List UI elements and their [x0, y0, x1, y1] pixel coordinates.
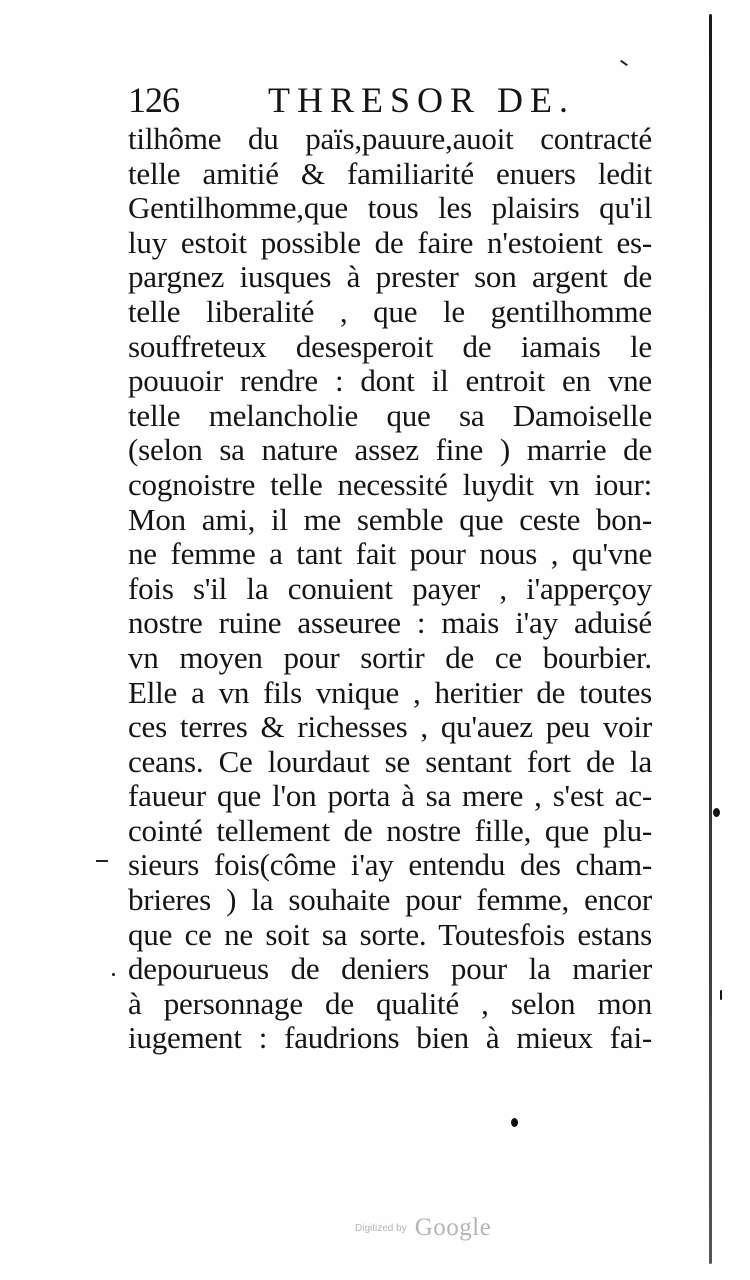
watermark-digitized-label: Digitized by	[355, 1222, 407, 1234]
page-number: 126	[128, 80, 179, 120]
text-line: depourueus de deniers pour la marier	[128, 951, 652, 987]
text-line: luy estoit possible de faire n'estoient es-	[128, 224, 652, 260]
text-line: tilhôme du païs,pauure,auoit contracté	[128, 121, 652, 156]
text-line: telle amitié & familiarité enuers ledit	[128, 155, 652, 191]
text-line: cointé tellement de nostre fille, que plu-	[128, 812, 652, 848]
ink-speck	[112, 973, 115, 976]
text-line: à personnage de qualité , selon mon	[128, 985, 652, 1021]
text-line: fois s'il la conuient payer , i'apperçoy	[128, 570, 652, 606]
text-line: telle liberalité , que le gentilhomme	[128, 293, 652, 329]
text-line: iugement : faudrions bien à mieux fai-	[128, 1020, 652, 1056]
body-text	[128, 122, 652, 1056]
page-edge-rule	[709, 14, 712, 1264]
margin-mark	[620, 60, 628, 66]
ink-speck	[720, 990, 722, 1000]
margin-mark	[96, 860, 108, 862]
text-line: (selon sa nature assez fine ) marrie de	[128, 432, 652, 468]
text-line: que ce ne soit sa sorte. Toutesfois estans	[128, 916, 652, 952]
text-line: cognoistre telle necessité luydit vn iour:	[128, 466, 652, 502]
text-line: Mon ami, il me semble que ceste bon-	[128, 501, 652, 537]
running-head: THRESOR DE.	[268, 80, 576, 120]
digitization-watermark	[355, 1214, 555, 1248]
text-line: nostre ruine asseuree : mais i'ay aduisé	[128, 605, 652, 641]
text-line: souffreteux desesperoit de iamais le	[128, 328, 652, 364]
text-line: brieres ) la souhaite pour femme, encor	[128, 882, 652, 918]
page-header	[128, 78, 598, 122]
text-line: ces terres & richesses , qu'auez peu voir	[128, 709, 652, 745]
text-line: ne femme a tant fait pour nous , qu'vne	[128, 536, 652, 572]
watermark-brand: Google	[414, 1214, 492, 1241]
text-line: ceans. Ce lourdaut se sentant fort de la	[128, 743, 652, 779]
text-line: sieurs fois(côme i'ay entendu des cham-	[128, 847, 652, 883]
text-line: pouuoir rendre : dont il entroit en vne	[128, 363, 652, 399]
text-line: Gentilhomme,que tous les plaisirs qu'il	[128, 190, 652, 226]
ink-speck	[511, 1118, 518, 1127]
text-line: pargnez iusques à prester son argent de	[128, 259, 652, 295]
text-line: faueur que l'on porta à sa mere , s'est ac-	[128, 778, 652, 814]
text-line: vn moyen pour sortir de ce bourbier.	[128, 639, 652, 675]
text-line: telle melancholie que sa Damoiselle	[128, 397, 652, 433]
text-line: Elle a vn fils vnique , heritier de toutes	[128, 674, 652, 710]
ink-speck	[713, 808, 720, 817]
